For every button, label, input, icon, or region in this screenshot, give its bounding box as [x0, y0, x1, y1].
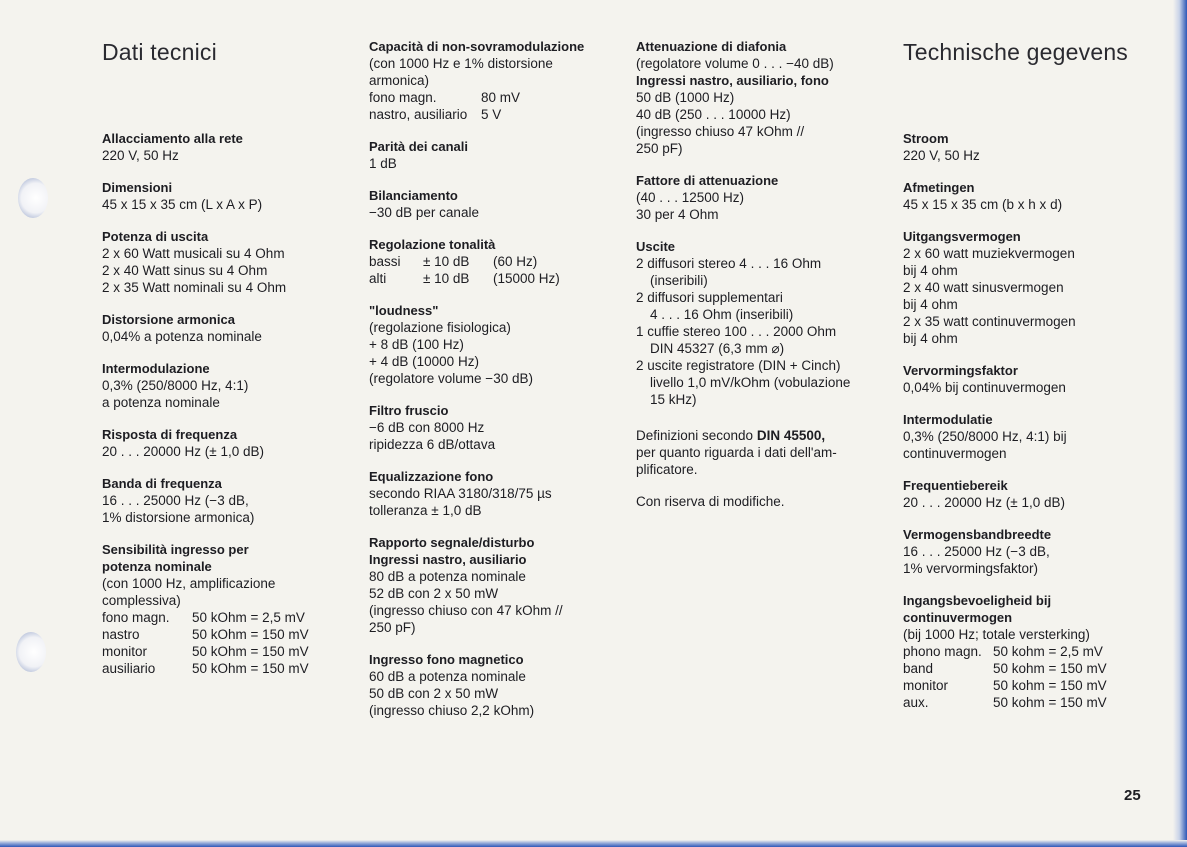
section-heading: Parità dei canali [369, 139, 468, 154]
section-heading: Capacità di non-sovramodulazione [369, 39, 585, 54]
row-key: monitor [903, 678, 949, 693]
section-line: plificatore. [636, 462, 698, 477]
section-line [636, 427, 891, 444]
section-heading: Equalizzazione fono [369, 469, 494, 484]
section-heading: Potenza di uscita [102, 229, 209, 244]
row-freq: (60 Hz) [493, 254, 538, 269]
row-value: 80 mV [481, 90, 521, 105]
section-parita [369, 138, 624, 172]
section-line: (ingresso chiuso 47 kOhm // [636, 124, 805, 139]
section-heading: Frequentiebereik [903, 478, 1008, 493]
column-italian-1 [102, 38, 352, 677]
section-heading: Intermodulazione [102, 361, 210, 376]
section-line: 0,3% (250/8000 Hz, 4:1) bij [903, 429, 1067, 444]
section-heading: Vervormingsfaktor [903, 363, 1018, 378]
section-line: (regolatore volume −30 dB) [369, 371, 533, 386]
section-potenza [102, 228, 352, 296]
section-line: 0,04% bij continuvermogen [903, 380, 1066, 395]
row-key: monitor [102, 644, 148, 659]
page-number: 25 [1124, 787, 1141, 804]
section-line: bij 4 ohm [903, 297, 958, 312]
section-riserva [636, 493, 891, 510]
section-heading: "loudness" [369, 303, 439, 318]
section-heading: Allacciamento alla rete [102, 131, 243, 146]
section-line: 45 x 15 x 35 cm (L x A x P) [102, 197, 263, 212]
section-line: bij 4 ohm [903, 331, 958, 346]
section-line: (ingresso chiuso con 47 kOhm // [369, 603, 563, 618]
sensibilita-table [102, 609, 352, 677]
row-key: nastro, ausiliario [369, 107, 468, 122]
section-line: 0,04% a potenza nominale [102, 329, 262, 344]
row-gain: ± 10 dB [423, 271, 470, 286]
section-line: 4 . . . 16 Ohm (inseribili) [650, 307, 794, 322]
section-heading: continuvermogen [903, 610, 1013, 625]
section-heading: Regolazione tonalità [369, 237, 496, 252]
row-value: 50 kOhm = 150 mV [192, 644, 309, 659]
section-afmetingen [903, 179, 1153, 213]
section-heading: Ingressi nastro, ausiliario [369, 552, 527, 567]
section-uscite [636, 238, 891, 408]
row-freq: (15000 Hz) [493, 271, 560, 286]
section-heading: Ingresso fono magnetico [369, 652, 524, 667]
section-alimentazione [102, 130, 352, 164]
section-fono-magnetico [369, 651, 624, 719]
section-line: armonica) [369, 73, 430, 88]
section-line: (regolatore volume 0 . . . −40 dB) [636, 56, 834, 71]
capacita-table [369, 89, 624, 123]
section-vervorming [903, 362, 1153, 396]
section-sensibilita [102, 541, 352, 677]
section-heading: Risposta di frequenza [102, 427, 238, 442]
section-line: ripidezza 6 dB/ottava [369, 437, 496, 452]
section-line: 2 uscite registratore (DIN + Cinch) [636, 358, 841, 373]
section-fattore [636, 172, 891, 223]
section-line: 60 dB a potenza nominale [369, 669, 526, 684]
section-line: DIN 45327 (6,3 mm ⌀) [650, 341, 785, 356]
section-line: tolleranza ± 1,0 dB [369, 503, 482, 518]
section-bilanciamento [369, 187, 624, 221]
row-key: fono magn. [369, 90, 437, 105]
section-uitgang [903, 228, 1153, 347]
section-line: + 8 dB (100 Hz) [369, 337, 464, 352]
section-diafonia [636, 38, 891, 72]
section-heading: Attenuazione di diafonia [636, 39, 787, 54]
section-ingressi [636, 72, 891, 157]
row-key: nastro [102, 627, 140, 642]
section-line: secondo RIAA 3180/318/75 µs [369, 486, 552, 501]
section-banda [102, 475, 352, 526]
section-dimensioni [102, 179, 352, 213]
section-line: 52 dB con 2 x 50 mW [369, 586, 499, 601]
section-heading: Afmetingen [903, 180, 975, 195]
section-line: (con 1000 Hz e 1% distorsione [369, 56, 553, 71]
section-bandbreedte [903, 526, 1153, 577]
section-line: 2 x 35 Watt nominali su 4 Ohm [102, 280, 287, 295]
section-line: 16 . . . 25000 Hz (−3 dB, [903, 544, 1050, 559]
section-line: 1 dB [369, 156, 397, 171]
section-line: 220 V, 50 Hz [102, 148, 179, 163]
page-edge-right [1173, 0, 1187, 847]
row-value: 50 kOhm = 150 mV [192, 627, 309, 642]
section-line: 1% vervormingsfaktor) [903, 561, 1039, 576]
section-line: bij 4 ohm [903, 263, 958, 278]
section-line: 1% distorsione armonica) [102, 510, 255, 525]
section-line: (ingresso chiuso 2,2 kOhm) [369, 703, 535, 718]
section-line: per quanto riguarda i dati dell'am- [636, 445, 837, 460]
section-heading: Uscite [636, 239, 676, 254]
section-line: 20 . . . 20000 Hz (± 1,0 dB) [903, 495, 1065, 510]
section-heading: Fattore di attenuazione [636, 173, 779, 188]
section-capacita [369, 38, 624, 123]
column-italian-2 [369, 38, 624, 719]
section-heading: Intermodulatie [903, 412, 993, 427]
section-heading: Stroom [903, 131, 949, 146]
section-line: continuvermogen [903, 446, 1007, 461]
section-line: livello 1,0 mV/kOhm (vobulazione [650, 375, 851, 390]
section-line: 2 x 40 watt sinusvermogen [903, 280, 1064, 295]
column-dutch [903, 38, 1153, 711]
section-rapporto [369, 534, 624, 636]
row-key: band [903, 661, 934, 676]
section-frequentie [903, 477, 1153, 511]
row-key: alti [369, 271, 387, 286]
section-heading: Sensibilità ingresso per [102, 542, 249, 557]
section-line: 40 dB (250 . . . 10000 Hz) [636, 107, 791, 122]
section-line: 2 x 35 watt continuvermogen [903, 314, 1076, 329]
title-italian: Dati tecnici [102, 39, 217, 65]
gevoeligheid-table [903, 643, 1153, 711]
section-line: (bij 1000 Hz; totale versterking) [903, 627, 1090, 642]
section-definizioni [636, 427, 891, 478]
section-line: (40 . . . 12500 Hz) [636, 190, 745, 205]
row-key: ausiliario [102, 661, 156, 676]
section-equalizzazione [369, 468, 624, 519]
section-filtro [369, 402, 624, 453]
section-line: 2 x 60 Watt musicali su 4 Ohm [102, 246, 285, 261]
section-heading: Vermogensbandbreedte [903, 527, 1052, 542]
row-value: 5 V [481, 107, 502, 122]
section-line: −30 dB per canale [369, 205, 479, 220]
row-value: 50 kohm = 150 mV [993, 661, 1107, 676]
section-line: 50 dB (1000 Hz) [636, 90, 735, 105]
section-heading: Banda di frequenza [102, 476, 222, 491]
section-line: 20 . . . 20000 Hz (± 1,0 dB) [102, 444, 264, 459]
section-line: 15 kHz) [650, 392, 697, 407]
section-line: 30 per 4 Ohm [636, 207, 719, 222]
section-line: complessiva) [102, 593, 181, 608]
title-dutch: Technische gegevens [903, 39, 1129, 65]
section-heading: Rapporto segnale/disturbo [369, 535, 535, 550]
section-line: 0,3% (250/8000 Hz, 4:1) [102, 378, 249, 393]
row-value: 50 kohm = 150 mV [993, 695, 1107, 710]
row-key: aux. [903, 695, 929, 710]
tonalita-table [369, 253, 624, 287]
section-heading: Ingressi nastro, ausiliario, fono [636, 73, 829, 88]
row-key: phono magn. [903, 644, 982, 659]
punch-hole-bottom [16, 632, 46, 672]
section-line: 2 x 60 watt muziekvermogen [903, 246, 1075, 261]
section-line: 50 dB con 2 x 50 mW [369, 686, 499, 701]
row-key: fono magn. [102, 610, 170, 625]
section-line: 250 pF) [636, 141, 683, 156]
section-stroom [903, 130, 1153, 164]
section-heading: Ingangsbevoeligheid bij [903, 593, 1052, 608]
section-line: 2 diffusori supplementari [636, 290, 783, 305]
row-key: bassi [369, 254, 401, 269]
section-intermodulatie [903, 411, 1153, 462]
section-line: (inseribili) [650, 273, 708, 288]
section-line: 45 x 15 x 35 cm (b x h x d) [903, 197, 1063, 212]
section-line: (con 1000 Hz, amplificazione [102, 576, 276, 591]
section-line: 220 V, 50 Hz [903, 148, 980, 163]
row-value: 50 kohm = 150 mV [993, 678, 1107, 693]
section-line: 80 dB a potenza nominale [369, 569, 526, 584]
row-gain: ± 10 dB [423, 254, 470, 269]
section-heading: potenza nominale [102, 559, 212, 574]
section-risposta [102, 426, 352, 460]
column-italian-3 [636, 38, 891, 510]
section-line: 16 . . . 25000 Hz (−3 dB, [102, 493, 249, 508]
punch-hole-top [18, 178, 48, 218]
section-distorsione [102, 311, 352, 345]
section-heading: Uitgangsvermogen [903, 229, 1021, 244]
din-standard: DIN 45500, [756, 428, 826, 443]
section-line: −6 dB con 8000 Hz [369, 420, 485, 435]
section-gevoeligheid [903, 592, 1153, 711]
row-value: 50 kohm = 2,5 mV [993, 644, 1103, 659]
section-heading: Dimensioni [102, 180, 173, 195]
section-line: (regolazione fisiologica) [369, 320, 511, 335]
section-line: Con riserva di modifiche. [636, 494, 785, 509]
section-tonalita [369, 236, 624, 287]
section-heading: Distorsione armonica [102, 312, 235, 327]
definizioni-pre: Definizioni secondo [636, 428, 757, 443]
section-loudness [369, 302, 624, 387]
section-line: 2 x 40 Watt sinus su 4 Ohm [102, 263, 268, 278]
section-line: 250 pF) [369, 620, 416, 635]
page-edge-bottom [0, 840, 1187, 847]
row-value: 50 kOhm = 2,5 mV [192, 610, 305, 625]
section-line: a potenza nominale [102, 395, 220, 410]
section-line: + 4 dB (10000 Hz) [369, 354, 479, 369]
section-line: 2 diffusori stereo 4 . . . 16 Ohm [636, 256, 822, 271]
row-value: 50 kOhm = 150 mV [192, 661, 309, 676]
section-line: 1 cuffie stereo 100 . . . 2000 Ohm [636, 324, 837, 339]
section-heading: Filtro fruscio [369, 403, 449, 418]
section-heading: Bilanciamento [369, 188, 458, 203]
section-intermodulazione [102, 360, 352, 411]
